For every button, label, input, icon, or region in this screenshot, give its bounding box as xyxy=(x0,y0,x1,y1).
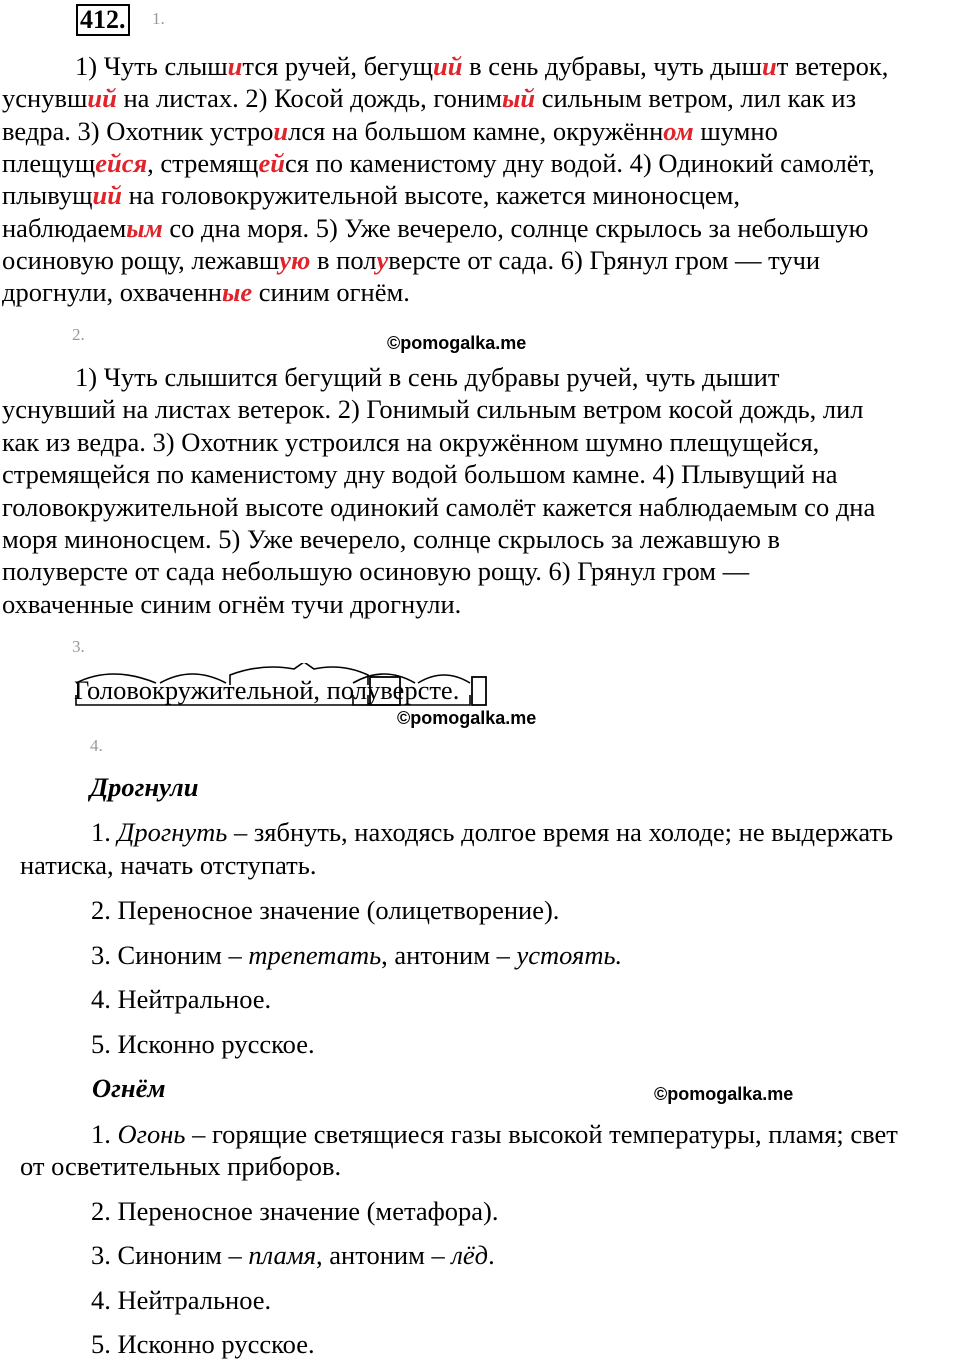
text-fragment: на листах. 2) Косой дождь, гоним xyxy=(116,83,502,114)
exercise-number: 412. xyxy=(76,4,130,36)
word2-ending: е xyxy=(440,675,453,705)
section-4-label: 4. xyxy=(90,736,103,755)
highlighted-ending: ом xyxy=(663,115,694,146)
highlighted-ending: и xyxy=(273,115,289,146)
drognuli-p1-line1: 1. Дрогнуть – зябнуть, находясь долгое время на холоде; не выдержать xyxy=(91,817,894,847)
drognuli-p3: 3. Синоним – трепетать, антоним – устоять. xyxy=(91,940,623,970)
text-fragment: плывущ xyxy=(2,180,93,211)
section-2-line: стремящейся по каменистому дну водой большом камне. 4) Плывущий на xyxy=(2,459,838,490)
section-1-line xyxy=(2,147,875,179)
section-2-line: 1) Чуть слышится бегущий в сень дубравы ручей, чуть дышит xyxy=(75,362,780,392)
text-fragment: со дна моря. 5) Уже вечерело, солнце скрылось за небольшую xyxy=(162,212,869,243)
section-3-label: 3. xyxy=(72,637,85,656)
text-fragment: осиновую рощу, лежавш xyxy=(2,244,280,275)
section-1-line xyxy=(75,50,888,82)
text-fragment: уснувш xyxy=(2,83,88,114)
highlighted-ending: ий xyxy=(92,180,122,211)
text-fragment: т ветерок, xyxy=(776,51,889,81)
morpheme-analysis xyxy=(72,663,512,713)
section-1-line xyxy=(2,276,410,308)
highlighted-ending: ей xyxy=(258,147,285,178)
highlighted-ending: ый xyxy=(501,83,536,114)
text-fragment: 1) Чуть слыш xyxy=(75,51,228,81)
section-2-line: как из ведра. 3) Охотник устроился на окружённом шумно плещущейся, xyxy=(2,426,820,457)
morpheme-words xyxy=(74,675,459,705)
text-fragment: , стремящ xyxy=(147,147,259,178)
text-fragment: тся ручей, бегущ xyxy=(242,51,433,81)
highlighted-ending: ий xyxy=(433,51,463,81)
highlighted-ending: ые xyxy=(221,277,253,308)
section-1-line xyxy=(2,212,868,244)
watermark: ©pomogalka.me xyxy=(654,1084,794,1104)
text-fragment: на головокружительной высоте, кажется миноносцем, xyxy=(121,180,740,211)
text-fragment: сильным ветром, лил как из xyxy=(535,83,857,114)
section-1-line xyxy=(2,244,820,276)
section-1-line xyxy=(2,179,740,211)
section-2-line: охваченные синим огнём тучи дрогнули. xyxy=(2,588,462,619)
text-fragment: шумно xyxy=(693,115,778,146)
text-fragment: в пол xyxy=(310,244,377,275)
text-fragment: ся по каменистому дну водой. 4) Одинокий самолёт, xyxy=(284,147,875,178)
word-title-drognuli: Дрогнули xyxy=(90,772,199,802)
text-fragment: ведра. 3) Охотник устро xyxy=(2,115,274,146)
word1-ending: ой xyxy=(285,675,314,705)
section-2-line: головокружительной высоте одинокий самолёт кажется наблюдаемым со дна xyxy=(2,491,876,522)
word1-stem: Головокружительн xyxy=(74,675,286,705)
text-fragment: дрогнули, охваченн xyxy=(2,277,222,308)
watermark: ©pomogalka.me xyxy=(397,708,537,728)
section-2-line: уснувший на листах ветерок. 2) Гонимый сильным ветром косой дождь, лил xyxy=(2,394,864,425)
section-1-label: 1. xyxy=(152,9,165,28)
text-fragment: наблюдаем xyxy=(2,212,127,243)
drognuli-p5: 5. Исконно русское. xyxy=(91,1029,315,1059)
section-2-line: полуверсте от сада небольшую осиновую рощу. 6) Грянул гром — xyxy=(2,556,750,587)
text-fragment: лся на большом камне, окружённ xyxy=(288,115,664,146)
section-1-line xyxy=(2,82,856,114)
text-fragment: плещущ xyxy=(2,147,96,178)
highlighted-ending: у xyxy=(376,244,389,275)
highlighted-ending: ым xyxy=(126,212,163,243)
ognem-p5: 5. Исконно русское. xyxy=(91,1329,315,1359)
highlighted-ending: ейся xyxy=(95,147,148,178)
ognem-p3: 3. Синоним – пламя, антоним – лёд. xyxy=(91,1240,495,1270)
section-2-label: 2. xyxy=(72,325,85,344)
section-1-line xyxy=(2,115,778,147)
drognuli-p4: 4. Нейтральное. xyxy=(91,984,272,1014)
watermark: ©pomogalka.me xyxy=(387,333,527,353)
text-fragment: в сень дубравы, чуть дыш xyxy=(462,51,762,81)
ognem-p4: 4. Нейтральное. xyxy=(91,1285,272,1315)
text-fragment: синим огнём. xyxy=(252,277,410,308)
ending-box-2 xyxy=(472,677,486,705)
word-separator: , xyxy=(313,675,327,705)
highlighted-ending: и xyxy=(762,51,777,81)
highlighted-ending: и xyxy=(227,51,243,81)
word-title-ognem: Огнём xyxy=(92,1073,166,1103)
word2-stem: полуверст xyxy=(326,675,441,705)
ognem-p2: 2. Переносное значение (метафора). xyxy=(91,1196,499,1226)
drognuli-p1-line2: натиска, начать отступать. xyxy=(20,850,317,880)
ognem-p1-line1: 1. Огонь – горящие светящиеся газы высокой температуры, пламя; свет xyxy=(91,1119,898,1149)
text-fragment: версте от сада. 6) Грянул гром — тучи xyxy=(388,244,821,275)
drognuli-p2: 2. Переносное значение (олицетворение). xyxy=(91,895,560,925)
highlighted-ending: ую xyxy=(279,244,311,275)
ognem-p1-line2: от осветительных приборов. xyxy=(20,1151,342,1181)
highlighted-ending: ий xyxy=(87,83,117,114)
section-2-line: моря миноносцем. 5) Уже вечерело, солнце скрылось за лежавшую в xyxy=(2,524,780,554)
end-punct: . xyxy=(452,675,460,705)
